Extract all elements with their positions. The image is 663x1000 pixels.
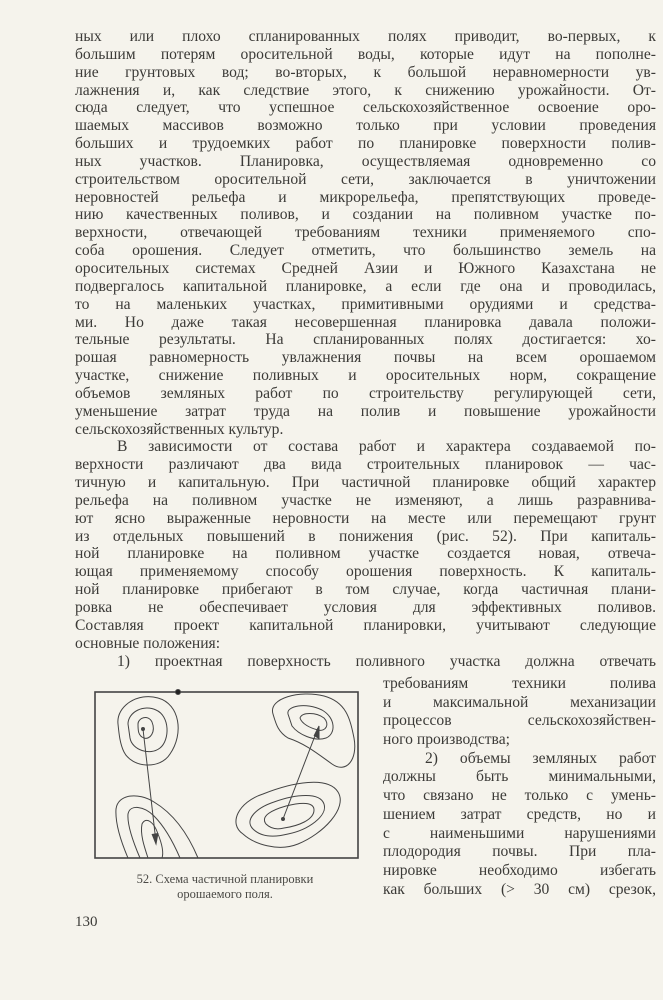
text-line: что связано не только с умень- — [383, 787, 656, 805]
contour-hill-bottom-left — [116, 796, 198, 858]
text-line: сельскохозяйственных культур. — [75, 420, 284, 438]
frame-mark — [176, 690, 181, 695]
text-line: Составляя проект капитальной планировки, учитывают следующие — [75, 616, 656, 634]
text-line: большим потерям оросительной воды, которые идут на пополне- — [75, 45, 656, 63]
text-line: ного производства; — [383, 731, 510, 749]
text-line: процессов сельскохозяйствен- — [383, 712, 656, 730]
text-line: больших и трудоемких работ по планировке поверхности полив- — [75, 135, 656, 153]
text-line: из отдельных повышений в понижения (рис. 52). При капиталь- — [75, 527, 656, 545]
text-line: шением затрат средств, но и — [383, 805, 656, 823]
text-line: должны быть минимальными, — [383, 768, 656, 786]
text-line: объемов земляных работ по строительству регулирующей сети, — [75, 384, 656, 402]
page-number: 130 — [75, 914, 98, 930]
text-line: строительством оросительной сети, заключается в уничтожении — [75, 170, 656, 188]
text-line: ной планировке на поливном участке создается новая, отвеча- — [75, 545, 656, 563]
arrow-head-left — [152, 833, 158, 844]
text-line: ющая применяемому способу орошения поверхность. К капиталь- — [75, 563, 656, 581]
text-line: соба орошения. Следует отметить, что большинство земель на — [75, 242, 656, 260]
figure-frame — [95, 692, 358, 858]
text-line: шаемых массивов возможно только при условии проведения — [75, 117, 656, 135]
text-line: ровка не обеспечивает условия для эффективных поливов. — [75, 599, 656, 616]
text-line: лажнения и, как следствие этого, к снижению урожайности. От- — [75, 81, 656, 99]
figure-caption — [90, 872, 360, 902]
text-line: то на маленьких участках, примитивными орудиями и средства- — [75, 295, 656, 313]
text-line: плодородия почвы. При пла- — [383, 843, 656, 861]
text-line: нировке необходимо избегать — [383, 861, 656, 879]
earth-move-arrow-right — [283, 728, 318, 819]
text-line: тичную и капитальную. При частичной планировке общий характер — [75, 474, 656, 492]
text-line: нию качественных поливов, и создании на поливном участке по- — [75, 206, 656, 224]
text-line: подвергалось капитальной планировке, а если где она и проводилась, — [75, 277, 656, 295]
text-line: ных или плохо спланированных полях приводит, во-первых, к — [75, 28, 656, 45]
text-line: ной планировке прибегают в том случае, когда частичная плани- — [75, 581, 656, 599]
text-line: В зависимости от состава работ и характера создаваемой по- — [117, 438, 656, 456]
text-line: верхности различают два вида строительных планировок — час- — [75, 456, 656, 474]
figure-caption-line-2: орошаемого поля. — [177, 887, 273, 901]
text-line: ют ясно выраженные неровности на месте или перемещают грунт — [75, 509, 656, 527]
contour-map-figure — [88, 684, 360, 866]
text-line: 2) объемы земляных работ — [425, 749, 656, 767]
contour-hill-bottom-right — [236, 782, 340, 847]
text-line: рошая равномерность увлажнения почвы на всем орошаемом — [75, 349, 656, 367]
text-line: рельефа на поливном участке не изменяют, а лишь разравнива- — [75, 491, 656, 509]
text-line: и максимальной механизации — [383, 693, 656, 711]
text-line: ных участков. Планировка, осуществляемая одновременно со — [75, 152, 656, 170]
text-line: уменьшение затрат труда на полив и повышение урожайности — [75, 402, 656, 420]
text-line: неровностей рельефа и микрорельефа, препятствующих проведе- — [75, 188, 656, 206]
text-line: ние грунтовых вод; во-вторых, к большой неравномерности ув- — [75, 63, 656, 81]
text-line: верхности, отвечающей требованиям техники применяемого спо- — [75, 224, 656, 242]
text-line: сюда следует, что успешное сельскохозяйственное освоение оро- — [75, 99, 656, 117]
figure-caption-line-1: 52. Схема частичной планировки — [136, 872, 314, 886]
text-line: оросительных системах Средней Азии и Южного Казахстана не — [75, 259, 656, 277]
text-line: требованиям техники полива — [383, 675, 656, 692]
text-line: как больших (> 30 см) срезок, — [383, 880, 656, 898]
earth-move-arrow-left — [143, 729, 156, 842]
text-line: тельные результаты. На спланированных полях достигается: хо- — [75, 331, 656, 349]
right-text-column — [383, 675, 656, 899]
contour-hill-top-right — [272, 694, 354, 767]
contour-hill-top-left — [118, 697, 178, 765]
text-line: участке, снижение поливных и оросительных норм, сокращение — [75, 367, 656, 385]
main-text-column — [75, 28, 656, 670]
text-line: 1) проектная поверхность поливного участка должна отвечать — [117, 652, 656, 670]
text-line: основные положения: — [75, 634, 221, 652]
text-line: ми. Но даже такая несовершенная планировка давала положи- — [75, 313, 656, 331]
text-line: с наименьшими нарушениями — [383, 824, 656, 842]
